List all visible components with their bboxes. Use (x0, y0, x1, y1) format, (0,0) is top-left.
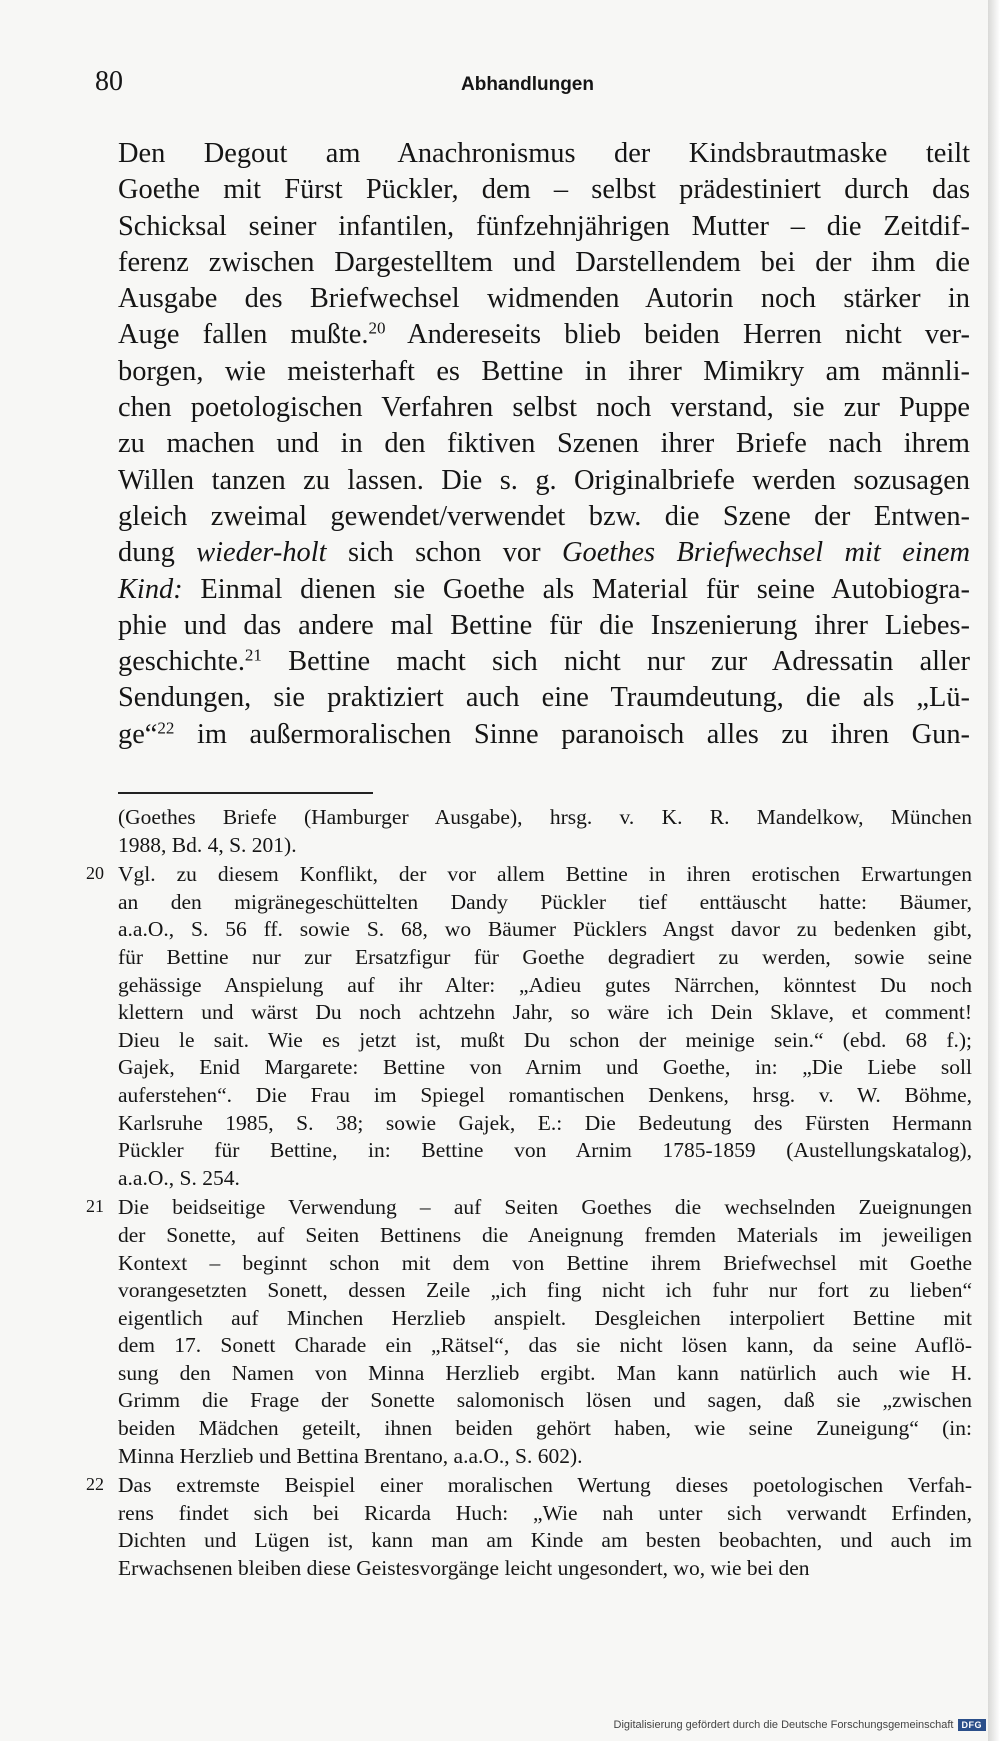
text-segment: dung (118, 537, 197, 569)
footnote-line: sung den Namen von Minna Herzlieb ergibt. Man kann natürlich auch wie H. (118, 1360, 972, 1385)
credit-text: Digitalisierung gefördert durch die Deutsche Forschungsgemeinschaft (613, 1719, 954, 1731)
digitization-credit (614, 1719, 986, 1731)
footnote-21 (86, 1194, 972, 1470)
footnote-line: 1988, Bd. 4, S. 201). (118, 832, 297, 857)
footnote-line: Vgl. zu diesem Konflikt, der vor allem Bettine in ihren erotischen Erwartungen (118, 862, 972, 887)
body-line: Sendungen, sie praktiziert auch eine Traumdeutung, die als „Lü- (118, 682, 970, 714)
footnote-line: Pückler für Bettine, in: Bettine von Arnim 1785-1859 (Austellungskatalog), (118, 1138, 972, 1163)
footnote-line: (Goethes Briefe (Hamburger Ausgabe), hrsg. v. K. R. Mandelkow, München (118, 805, 972, 829)
body-line: Den Degout am Anachronismus der Kindsbrautmaske teilt (118, 138, 970, 169)
footnotes (86, 804, 972, 1583)
body-line: phie und das andere mal Bettine für die Inszenierung ihrer Liebes- (118, 609, 970, 641)
footnote-number: 21 (86, 1196, 104, 1217)
footnote-line: dem 17. Sonett Charade ein „Rätsel“, das sie nicht lösen kann, da seine Auflö- (118, 1333, 972, 1358)
footnote-number: 22 (86, 1474, 104, 1495)
text-segment: Andereseits blieb beiden Herren nicht ver- (385, 319, 970, 351)
footnote-ref: 22 (157, 718, 175, 738)
footnote-line: a.a.O., S. 254. (118, 1165, 240, 1190)
text-segment: geschichte. (118, 646, 245, 678)
footnote-continuation (86, 804, 972, 859)
footnote-line: Die beidseitige Verwendung – auf Seiten Goethes die wechselnden Zueignungen (118, 1195, 972, 1220)
page-number: 80 (95, 66, 123, 97)
footnote-line: Gajek, Enid Margarete: Bettine von Arnim und Goethe, in: „Die Liebe soll (118, 1055, 972, 1080)
page-header (0, 66, 1000, 106)
body-line: Goethe mit Fürst Pückler, dem – selbst prädestiniert durch das (118, 174, 970, 206)
footnote-line: Grimm die Frage der Sonette salomonisch lösen und sagen, daß sie „zwischen (118, 1388, 972, 1413)
footnote-line: Minna Herzlieb und Bettina Brentano, a.a.O., S. 602). (118, 1443, 583, 1468)
footnote-line: an den migränegeschüttelten Dandy Pückler tief enttäuscht hatte: Bäumer, (118, 889, 972, 914)
footnote-separator (118, 792, 373, 794)
text-segment: sich schon vor (326, 537, 563, 569)
footnote-22 (86, 1472, 972, 1582)
footnote-line: Dichten und Lügen ist, kann man am Kinde am besten beobachten, und auch im (118, 1528, 972, 1553)
footnote-line: der Sonette, auf Seiten Bettinens die Aneignung fremden Materials im jeweiligen (118, 1222, 972, 1247)
body-line: Willen tanzen zu lassen. Die s. g. Originalbriefe werden sozusagen (118, 464, 970, 496)
footnote-ref: 20 (368, 319, 386, 339)
running-head: Abhandlungen (461, 74, 594, 95)
text-segment: Einmal dienen sie Goethe als Material für seine Autobiogra- (182, 573, 970, 605)
main-body-text (118, 136, 970, 753)
italic-phrase: Kind: (118, 573, 183, 605)
footnote-20 (86, 861, 972, 1192)
text-segment: ge“ (118, 718, 158, 750)
italic-phrase: wieder-holt (196, 537, 327, 569)
body-line (118, 572, 970, 608)
footnote-ref: 21 (244, 645, 262, 665)
footnote-line: beiden Mädchen geteilt, ihnen beiden gehört haben, wie seine Zuneigung“ (in: (118, 1416, 972, 1441)
footnote-line: auferstehen“. Die Frau im Spiegel romantischen Denkens, hrsg. v. W. Böhme, (118, 1082, 972, 1107)
body-line: gleich zweimal gewendet/verwendet bzw. die Szene der Entwen- (118, 500, 970, 532)
body-line: zu machen und in den fiktiven Szenen ihrer Briefe nach ihrem (118, 428, 970, 460)
footnote-line: klettern und wärst Du noch achtzehn Jahr, so wäre ich Dein Sklave, et comment! (118, 1000, 972, 1025)
dfg-logo: DFG (958, 1719, 987, 1731)
footnote-line: eigentlich auf Minchen Herzlieb anspielt. Desgleichen interpoliert Bettine mit (118, 1305, 972, 1330)
footnote-line: vorangesetzten Sonett, dessen Zeile „ich fing nicht ich fuhr nur fort zu lieben“ (118, 1278, 972, 1303)
body-line: chen poetologischen Verfahren selbst noch verstand, sie zur Puppe (118, 392, 970, 424)
body-line: borgen, wie meisterhaft es Bettine in ihrer Mimikry am männli- (118, 355, 970, 387)
body-line: Ausgabe des Briefwechsel widmenden Autorin noch stärker in (118, 283, 970, 315)
body-line (118, 535, 970, 571)
body-line: ferenz zwischen Dargestelltem und Darstellendem bei der ihm die (118, 246, 970, 278)
footnote-line: Karlsruhe 1985, S. 38; sowie Gajek, E.: Die Bedeutung des Fürsten Hermann (118, 1110, 972, 1135)
page-edge-shadow (988, 0, 1000, 1741)
footnote-number: 20 (86, 863, 104, 884)
footnote-line: Kontext – beginnt schon mit dem von Bettine ihrem Briefwechsel mit Goethe (118, 1250, 972, 1275)
body-line (118, 317, 970, 353)
italic-phrase: Goethes Briefwechsel mit einem (562, 537, 970, 569)
body-line (118, 717, 970, 753)
footnote-line: Erwachsenen bleiben diese Geistesvorgänge leicht ungesondert, wo, wie bei den (118, 1556, 810, 1581)
footnote-line: Dieu le sait. Wie es jetzt ist, mußt Du schon der meinige sein.“ (ebd. 68 f.); (118, 1027, 972, 1052)
text-segment: Bettine macht sich nicht nur zur Adressatin aller (261, 646, 970, 678)
text-segment: im außermoralischen Sinne paranoisch alles zu ihren Gun- (174, 718, 970, 750)
body-line: Schicksal seiner infantilen, fünfzehnjährigen Mutter – die Zeitdif- (118, 210, 970, 242)
text-segment: Auge fallen mußte. (118, 319, 369, 351)
footnote-line: rens findet sich bei Ricarda Huch: „Wie nah unter sich verwandt Erfinden, (118, 1500, 972, 1525)
body-line (118, 644, 970, 680)
footnote-line: a.a.O., S. 56 ff. sowie S. 68, wo Bäumer Pücklers Angst davor zu bedenken gibt, (118, 917, 972, 942)
footnote-line: für Bettine nur zur Ersatzfigur für Goethe degradiert zu werden, sowie seine (118, 944, 972, 969)
footnote-line: gehässige Anspielung auf ihr Alter: „Adieu gutes Närrchen, könntest Du noch (118, 972, 972, 997)
footnote-line: Das extremste Beispiel einer moralischen Wertung dieses poetologischen Verfah- (118, 1473, 972, 1498)
